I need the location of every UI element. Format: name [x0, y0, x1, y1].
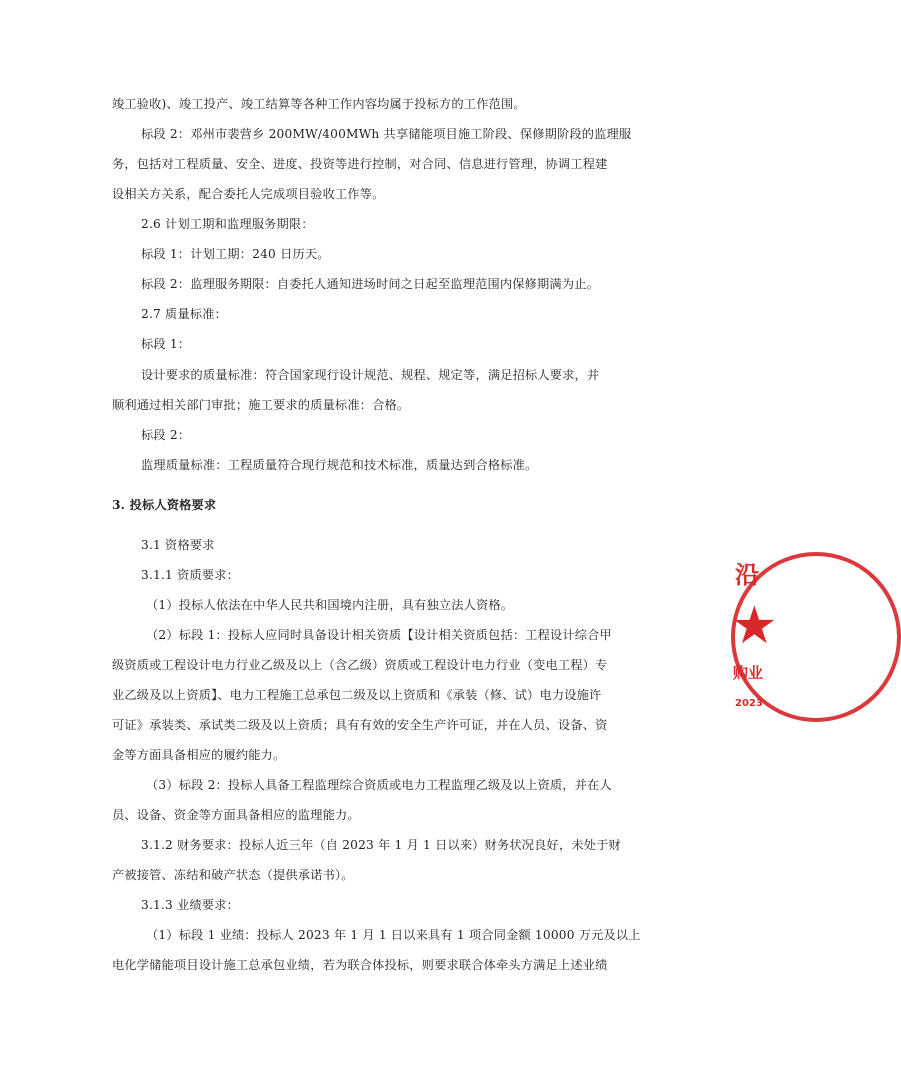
text-line: 竣工验收)、竣工投产、竣工结算等各种工作内容均属于投标方的工作范围。 [112, 97, 526, 111]
red-seal-stamp [727, 552, 778, 722]
seal-text-mid: 购业 [733, 664, 764, 682]
section-heading: 2.7 质量标准： [141, 307, 227, 321]
section-heading: 2.6 计划工期和监理服务期限： [141, 217, 314, 231]
chapter-heading: 3. 投标人资格要求 [112, 498, 217, 512]
text-line: （1）标段 1 业绩：投标人 2023 年 1 月 1 日以来具有 1 项合同金额 10000 万元及以上 [146, 928, 641, 942]
text-line: 标段 1： [141, 337, 191, 351]
text-line: （3）标段 2：投标人具备工程监理综合资质或电力工程监理乙级及以上资质，并在人 [146, 778, 612, 792]
text-line: 电化学储能项目设计施工总承包业绩，若为联合体投标，则要求联合体牵头方满足上述业绩 [112, 958, 608, 972]
text-line: 金等方面具备相应的履约能力。 [112, 748, 286, 762]
text-line: （2）标段 1：投标人应同时具备设计相关资质【设计相关资质包括：工程设计综合甲 [146, 628, 612, 642]
text-line: 设计要求的质量标准：符合国家现行设计规范、规程、规定等，满足招标人要求，并 [141, 368, 600, 382]
text-line: 产被接管、冻结和破产状态（提供承诺书）。 [112, 868, 354, 882]
text-line: 监理质量标准：工程质量符合现行规范和技术标准，质量达到合格标准。 [141, 458, 538, 472]
text-line: 业乙级及以上资质】、电力工程施工总承包二级及以上资质和《承装（修、试）电力设施许 [112, 688, 602, 702]
text-line: 务，包括对工程质量、安全、进度、投资等进行控制，对合同、信息进行管理，协调工程建 [112, 157, 608, 171]
section-heading: 3.1 资格要求 [141, 538, 215, 552]
text-line: 标段 1：计划工期：240 日历天。 [141, 247, 330, 261]
text-line: 设相关方关系，配合委托人完成项目验收工作等。 [112, 187, 385, 201]
section-heading: 3.1.3 业绩要求： [141, 898, 240, 912]
text-line: 级资质或工程设计电力行业乙级及以上（含乙级）资质或工程设计电力行业（变电工程）专 [112, 658, 608, 672]
text-line: 3.1.2 财务要求：投标人近三年（自 2023 年 1 月 1 日以来）财务状况良好，未处于财 [141, 838, 621, 852]
seal-text-top: 沿 [735, 561, 759, 589]
text-line: 标段 2： [141, 428, 191, 442]
star-icon: ★ [731, 596, 778, 656]
text-line: （1）投标人依法在中华人民共和国境内注册，具有独立法人资格。 [146, 598, 514, 612]
text-line: 标段 2：监理服务期限：自委托人通知进场时间之日起至监理范围内保修期满为止。 [141, 277, 599, 291]
text-line: 员、设备、资金等方面具备相应的监理能力。 [112, 808, 360, 822]
text-line: 顺利通过相关部门审批；施工要求的质量标准：合格。 [112, 398, 410, 412]
section-heading: 3.1.1 资质要求： [141, 568, 240, 582]
seal-text-bottom: 2023 [735, 698, 763, 709]
text-line: 可证》承装类、承试类二级及以上资质；具有有效的安全生产许可证，并在人员、设备、资 [112, 718, 608, 732]
text-line: 标段 2：邓州市裴营乡 200MW/400MWh 共享储能项目施工阶段、保修期阶段的监理服 [141, 127, 632, 141]
